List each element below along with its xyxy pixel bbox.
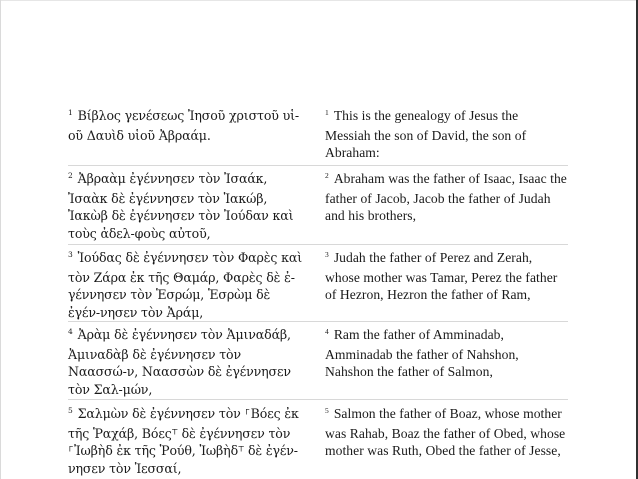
verse-number: 2: [68, 171, 73, 180]
english-verse-text: Abraham was the father of Isaac, Isaac the father of Jacob, Jacob the father of Judah and his brothers,: [325, 171, 567, 223]
verse-number: 4: [325, 327, 329, 336]
verse-separator: [68, 244, 568, 245]
english-verse-2: [325, 170, 567, 225]
greek-verse-text: Ἀρὰμ δὲ ἐγέννησεν τὸν Ἀμιναδάβ, Ἀμιναδὰβ δὲ ἐγέννησεν τὸν Ναασσώ-ν, Ναασσὼν δὲ ἐγέννησεν τὸν Σαλ-μών,: [68, 327, 291, 397]
verse-number: 4: [68, 327, 73, 336]
verse-number: 1: [68, 108, 73, 117]
greek-verse-text: Ἀβραὰμ ἐγέννησεν τὸν Ἰσαάκ, Ἰσαὰκ δὲ ἐγέννησεν τὸν Ἰακώβ, Ἰακὼβ δὲ ἐγέννησεν τὸν Ἰούδαν καὶ τοὺς ἀδελ-φοὺς αὐτοῦ,: [68, 171, 294, 241]
greek-verse-text: Βίβλος γενέσεως Ἰησοῦ χριστοῦ υἱ-οῦ Δαυὶδ υἱοῦ Ἀβραάμ.: [68, 108, 300, 143]
verse-separator: [68, 399, 568, 400]
english-verse-text: Salmon the father of Boaz, whose mother was Rahab, Boaz the father of Obed, whose mother was Ruth, Obed the father of Jesse,: [325, 406, 566, 458]
english-verse-1: [325, 107, 567, 162]
english-verse-5: [325, 405, 567, 460]
english-verse-4: [325, 326, 567, 381]
verse-number: 5: [325, 406, 329, 415]
greek-verse-1: [68, 107, 302, 144]
english-verse-3: [325, 249, 567, 304]
greek-verse-text: Ἰούδας δὲ ἐγέννησεν τὸν Φαρὲς καὶ τὸν Ζάρα ἐκ τῆς Θαμάρ, Φαρὲς δὲ ἐ-γέννησεν τὸν Ἑσρώμ, Ἑσρὼμ δὲ ἐγέν-νησεν τὸν Ἀράμ,: [68, 250, 302, 320]
page-left-edge: [0, 0, 1, 479]
verse-number: 5: [68, 406, 73, 415]
greek-verse-3: [68, 249, 302, 321]
english-verse-text: This is the genealogy of Jesus the Messiah the son of David, the son of Abraham:: [325, 108, 527, 160]
verse-separator: [68, 321, 568, 322]
verse-number: 3: [68, 250, 73, 259]
verse-number: 3: [325, 250, 329, 259]
verse-number: 2: [325, 171, 329, 180]
greek-verse-4: [68, 326, 302, 398]
verse-number: 1: [325, 108, 329, 117]
greek-verse-5: [68, 405, 302, 477]
page-top-edge: [0, 0, 638, 1]
greek-verse-text: Σαλμὼν δὲ ἐγέννησεν τὸν ⸀Βόες ἐκ τῆς Ῥαχάβ, Βόες⸆ δὲ ἐγέννησεν τὸν ⸀Ἰωβὴδ ἐκ τῆς Ῥούθ, Ἰωβὴδ⸆ δὲ ἐγέν-νησεν τὸν Ἰεσσαί,: [68, 406, 299, 476]
english-verse-text: Ram the father of Amminadab, Amminadab the father of Nahshon, Nahshon the father of Salmon,: [325, 327, 519, 379]
english-verse-text: Judah the father of Perez and Zerah, whose mother was Tamar, Perez the father of Hezron, Hezron the father of Ram,: [325, 250, 558, 302]
verse-separator: [68, 165, 568, 166]
greek-verse-2: [68, 170, 302, 242]
